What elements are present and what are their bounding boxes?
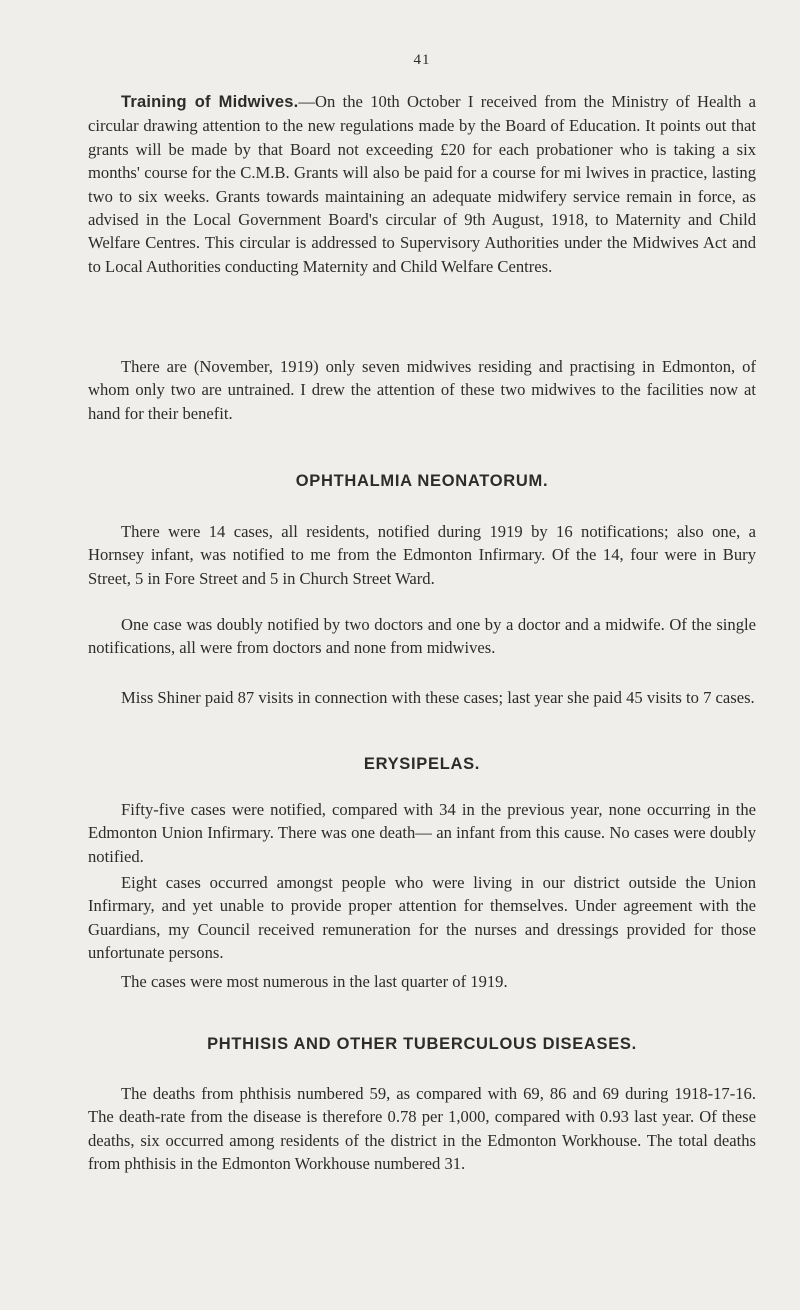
midwives-section	[88, 90, 756, 278]
erysipelas-heading: ERYSIPELAS.	[363, 755, 481, 773]
midwives-paragraph-1-text: —On the 10th October I received from the Ministry of Health a circular drawing attention to the new regulations made by the Board of Education. It points out that grants will be made by that Board not exceeding £20 for each probationer who is taking a six months' course for the C.M.B. Grants will also be paid for a course for mi lwives in practice, lasting two to six weeks. Grants towards maintaining an adequate midwifery service remain in force, as advised in the Local Government Board's circular of 9th August, 1918, to Maternity and Child Welfare Centres. This circular is addressed to Supervisory Authorities under the Midwives Act and to Local Authorities conducting Maternity and Child Welfare Centres.	[88, 92, 756, 276]
midwives-run-in-heading: Training of Midwives.	[121, 93, 299, 111]
phthisis-para-1-block	[88, 1082, 756, 1176]
erysipelas-paragraph-3: The cases were most numerous in the last quarter of 1919.	[121, 972, 508, 991]
midwives-paragraph-2: There are (November, 1919) only seven midwives residing and practising in Edmonton, of whom only two are untrained. I drew the attention of these two midwives to the facilities now at hand for their benefit.	[88, 357, 756, 423]
ophthalmia-para-3-block	[88, 686, 756, 709]
ophthalmia-section	[88, 472, 756, 491]
midwives-section-2	[88, 355, 756, 425]
ophthalmia-paragraph-1: There were 14 cases, all residents, notified during 1919 by 16 notifications; also one, a Hornsey infant, was notified to me from the Edmonton Infirmary. Of the 14, four were in Bury Street, 5 in Fore Street and 5 in Church Street Ward.	[88, 522, 756, 588]
ophthalmia-paragraph-3: Miss Shiner paid 87 visits in connection with these cases; last year she paid 45 visits to 7 cases.	[121, 688, 755, 707]
phthisis-heading: PHTHISIS AND OTHER TUBERCULOUS DISEASES.	[207, 1035, 637, 1053]
phthisis-paragraph-1: The deaths from phthisis numbered 59, as compared with 69, 86 and 69 during 1918-17-16. The death-rate from the disease is therefore 0.78 per 1,000, compared with 0.93 last year. Of these deaths, six occurred among residents of the district in the Edmonton Workhouse. The total deaths from phthisis in the Edmonton Workhouse numbered 31.	[88, 1084, 756, 1174]
ophthalmia-heading: OPHTHALMIA NEONATORUM.	[295, 472, 549, 490]
phthisis-section	[88, 1035, 756, 1054]
erysipelas-para-2-block	[88, 871, 756, 965]
ophthalmia-para-2-block	[88, 613, 756, 660]
ophthalmia-para-1-block	[88, 520, 756, 590]
erysipelas-paragraph-1: Fifty-five cases were notified, compared with 34 in the previous year, none occurring in the Edmonton Union Infirmary. There was one death— an infant from this cause. No cases were doubly notified.	[88, 800, 756, 866]
erysipelas-section	[88, 755, 756, 774]
ophthalmia-paragraph-2: One case was doubly notified by two doctors and one by a doctor and a midwife. Of the single notifications, all were from doctors and none from midwives.	[88, 615, 756, 658]
erysipelas-paragraph-2: Eight cases occurred amongst people who were living in our district outside the Union Infirmary, and yet unable to provide proper attention for themselves. Under agreement with the Guardians, my Council received remuneration for the nurses and dressings provided for those unfortunate persons.	[88, 873, 756, 963]
midwives-paragraph-1	[88, 90, 756, 278]
erysipelas-para-3-block	[88, 970, 756, 993]
erysipelas-para-1-block	[88, 798, 756, 868]
page-number: 41	[413, 52, 431, 68]
